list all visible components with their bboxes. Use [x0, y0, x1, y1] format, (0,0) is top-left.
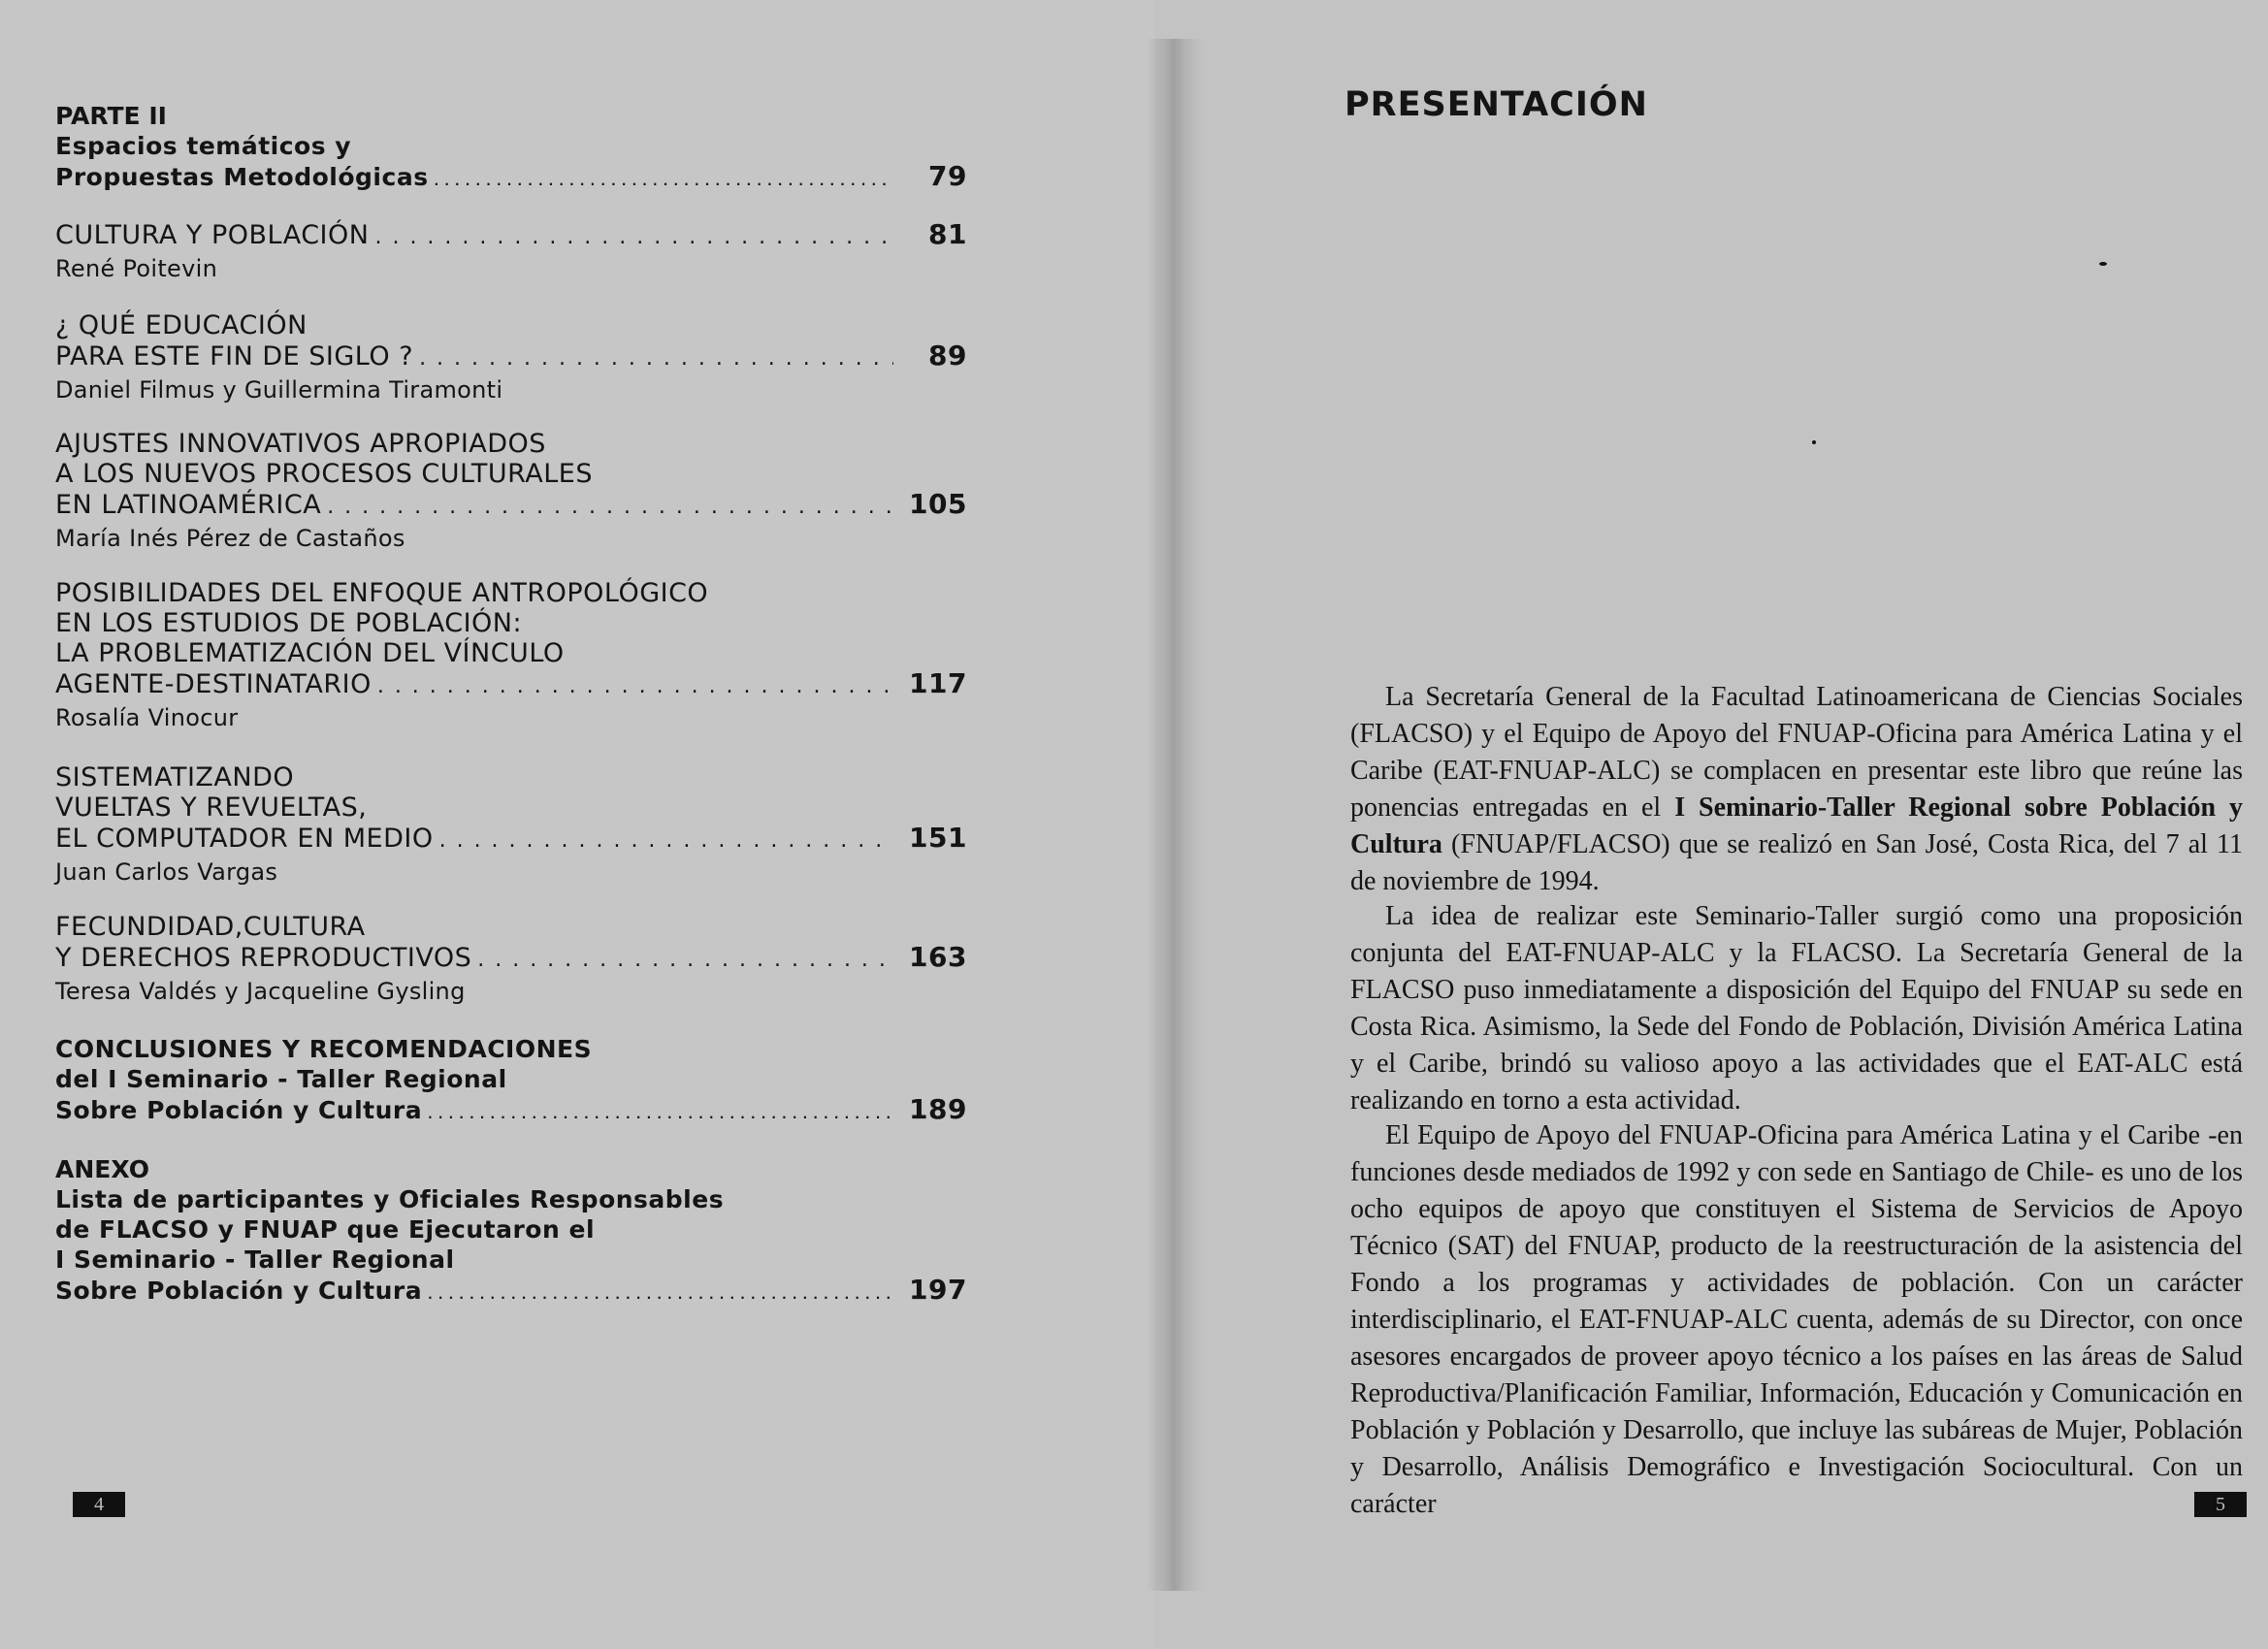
paragraph-1-text-end: (FNUAP/FLACSO) que se realizó en San José, Costa Rica, del 7 al 11 de noviembre de 1994. — [1350, 829, 2243, 896]
toc-title-line: Sobre Población y Cultura — [55, 1096, 423, 1124]
toc-page-number: 151 — [909, 822, 967, 854]
toc-title-line: Sobre Población y Cultura — [55, 1277, 423, 1305]
paragraph-2: La idea de realizar este Seminario-Taller surgió como una proposición conjunta del EAT-FNUAP-ALC y la FLACSO. La Secretaría General de la FLACSO puso inmediatamente a disposición del Equipo del FNUAP su sede en Costa Rica. Asimismo, la Sede del Fondo de Población, División América Latina y el Caribe, brindó su valioso apoyo a las actividades que el EAT-ALC está realizando en torno a esta actividad. — [1350, 901, 2243, 1116]
toc-title-line: VUELTAS Y REVUELTAS, — [55, 792, 368, 823]
toc-title-line: Y DERECHOS REPRODUCTIVOS — [55, 943, 472, 973]
toc-entry — [55, 762, 967, 887]
paragraph-1-text: La Secretaría General de la Facultad Latinoamericana de Ciencias Sociales (FLACSO) y el Equipo de Apoyo del FNUAP-Oficina para América Latina y el Caribe (EAT-FNUAP-ALC) se complacen en presentar este libro que reúne las ponencias entregadas en el — [1350, 682, 2243, 823]
toc-title-line: A LOS NUEVOS PROCESOS CULTURALES — [55, 459, 593, 489]
toc-page-number: 117 — [909, 667, 967, 699]
part-label: PARTE II — [55, 102, 167, 130]
toc-title-line: AGENTE-DESTINATARIO — [55, 669, 372, 699]
paragraph-1 — [1350, 679, 2243, 900]
toc-title-line: AJUSTES INNOVATIVOS APROPIADOS — [55, 429, 546, 459]
toc-leader-dots — [439, 825, 893, 856]
toc-title-line: Espacios temáticos y — [55, 132, 352, 160]
toc-entry-conclusions — [55, 1034, 967, 1130]
toc-title-line: PARA ESTE FIN DE SIGLO ? — [55, 341, 414, 372]
toc-page-number: 89 — [928, 340, 967, 372]
toc-leader-dots — [374, 222, 893, 252]
toc-author: Juan Carlos Vargas — [55, 858, 278, 886]
toc-page-number: 81 — [928, 218, 967, 250]
toc-entry — [55, 578, 967, 732]
toc-title-line: EN LOS ESTUDIOS DE POBLACIÓN: — [55, 608, 523, 638]
toc-leader-dots — [377, 671, 893, 701]
toc-leader-dots — [327, 492, 893, 522]
paragraph-3: El Equipo de Apoyo del FNUAP-Oficina para América Latina y el Caribe -en funciones desde mediados de 1992 y con sede en Santiago de Chile- es uno de los ocho equipos de apoyo que constituyen el Sistema de Servicios de Apoyo Técnico (SAT) del FNUAP, producto de la reestructuración de la asistencia del Fondo a los programas y actividades de población. Con un carácter interdisciplinario, el EAT-FNUAP-ALC cuenta, además de su Director, con once asesores encargados de proveer apoyo técnico a los países en las áreas de Salud Reproductiva/Planificación Familiar, Información, Educación y Comunicación en Población y Población y Desarrollo, que incluye las subáreas de Mujer, Población y Desarrollo, Análisis Demográfico e Investigación Sociocultural. Con un carácter — [1350, 1120, 2243, 1519]
book-gutter — [1145, 39, 1203, 1591]
toc-leader-dots — [428, 1280, 893, 1310]
scan-speck — [2099, 262, 2107, 266]
seminar-name: I Seminario-Taller Regional sobre Población y Cultura — [1350, 792, 2243, 859]
toc-page-number: 105 — [909, 488, 967, 520]
toc-leader-dots — [477, 945, 893, 975]
toc-entry — [55, 429, 967, 553]
toc-author: René Poitevin — [55, 255, 218, 282]
toc-page-number: 189 — [909, 1093, 967, 1125]
toc-entry — [55, 912, 967, 1006]
toc-leader-dots — [419, 343, 893, 373]
toc-title-line: EN LATINOAMÉRICA — [55, 490, 322, 520]
toc-title-line: LA PROBLEMATIZACIÓN DEL VÍNCULO — [55, 638, 565, 668]
toc-page-number: 197 — [909, 1274, 967, 1306]
scan-speck — [1812, 440, 1816, 444]
toc-title-line: CULTURA Y POBLACIÓN — [55, 220, 370, 250]
toc-title-line: FECUNDIDAD,CULTURA — [55, 912, 366, 942]
toc-title-line: ¿ QUÉ EDUCACIÓN — [55, 310, 308, 340]
toc-author: Rosalía Vinocur — [55, 704, 239, 731]
toc-title-line: POSIBILIDADES DEL ENFOQUE ANTROPOLÓGICO — [55, 578, 709, 608]
page-number-right: 5 — [2194, 1492, 2247, 1517]
toc-title-line: del I Seminario - Taller Regional — [55, 1065, 507, 1093]
toc-entry — [55, 219, 967, 283]
toc-title-line: de FLACSO y FNUAP que Ejecutaron el — [55, 1215, 596, 1244]
toc-author: María Inés Pérez de Castaños — [55, 525, 405, 552]
toc-title-line: I Seminario - Taller Regional — [55, 1245, 455, 1274]
page-title: PRESENTACIÓN — [1345, 85, 1648, 124]
toc-title-line: Lista de participantes y Oficiales Responsables — [55, 1185, 725, 1213]
toc-author: Teresa Valdés y Jacqueline Gysling — [55, 978, 466, 1005]
toc-entry-part-ii — [55, 101, 967, 197]
toc-title-line: SISTEMATIZANDO — [55, 762, 295, 792]
toc-title-line: EL COMPUTADOR EN MEDIO — [55, 824, 434, 854]
annex-label: ANEXO — [55, 1155, 149, 1183]
toc-leader-dots — [428, 1100, 893, 1130]
toc-title-line: Propuestas Metodológicas — [55, 163, 429, 191]
toc-title-line: CONCLUSIONES Y RECOMENDACIONES — [55, 1035, 593, 1063]
toc-entry-annex — [55, 1154, 967, 1310]
toc-entry — [55, 310, 967, 404]
page-number-left: 4 — [73, 1492, 125, 1517]
toc-leader-dots — [435, 167, 893, 197]
toc-page-number: 163 — [909, 941, 967, 973]
toc-author: Daniel Filmus y Guillermina Tiramonti — [55, 376, 503, 404]
toc-page-number: 79 — [928, 160, 967, 192]
